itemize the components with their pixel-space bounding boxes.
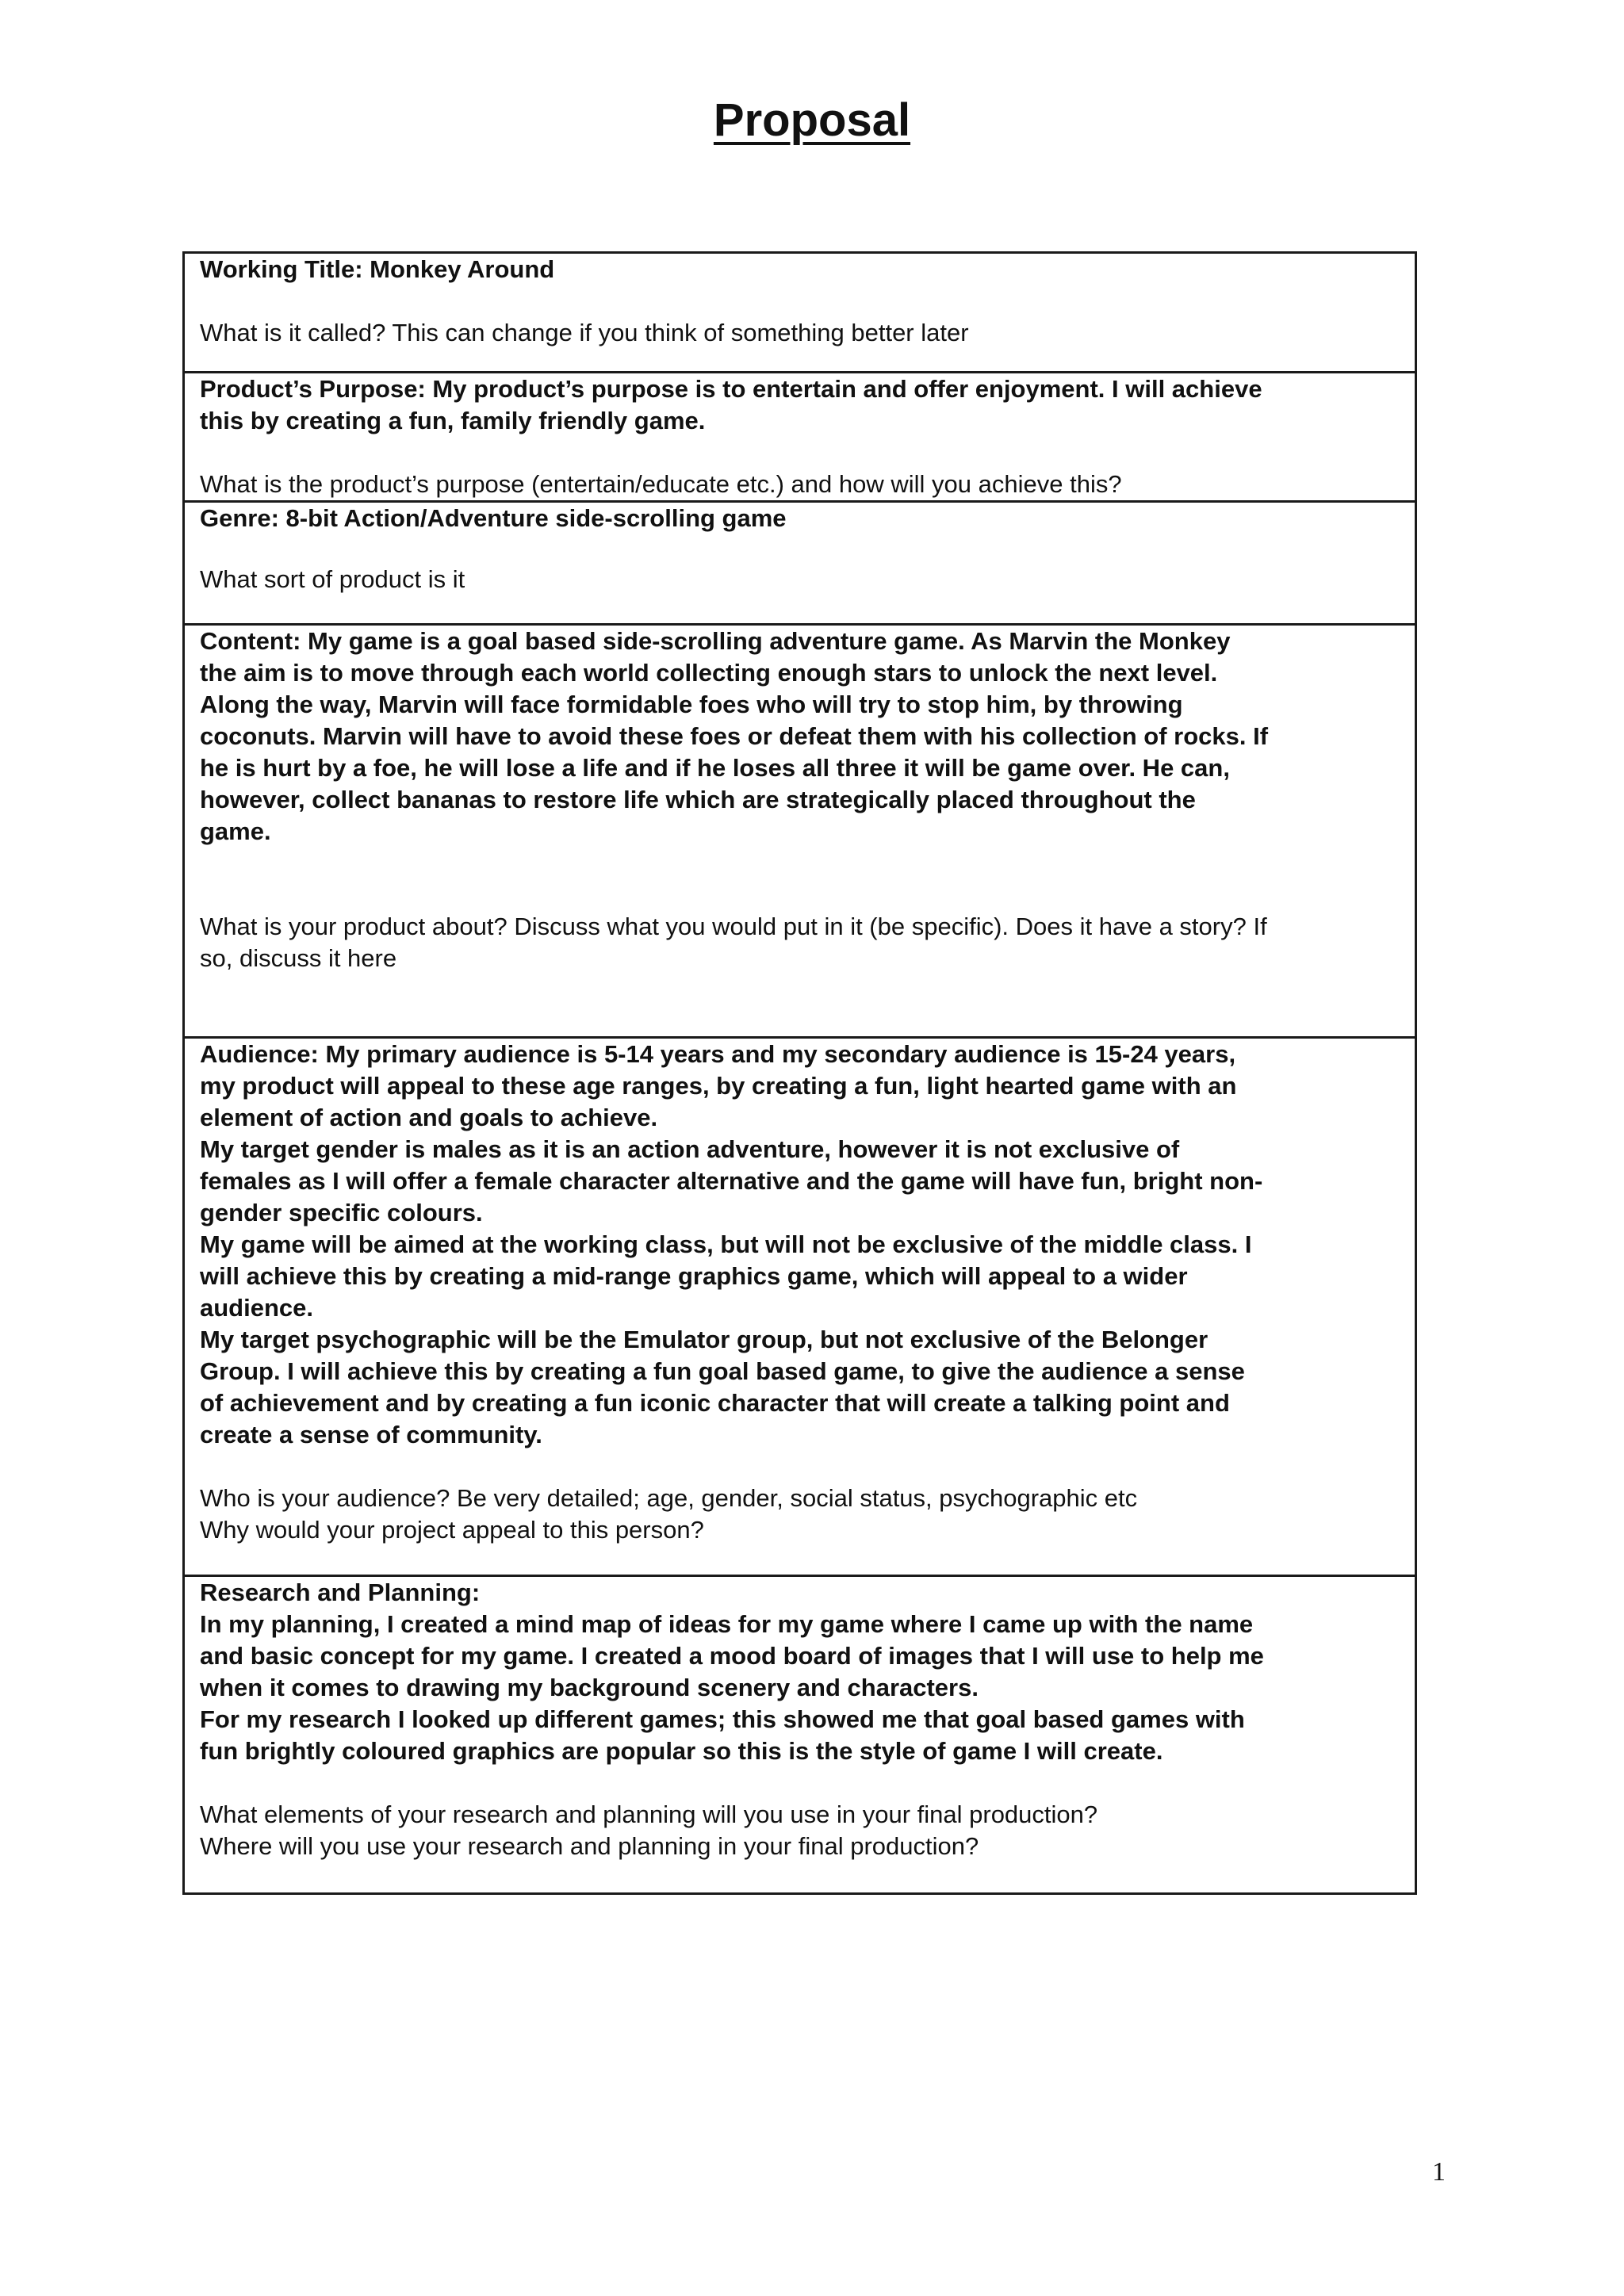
purpose-answer: Product’s Purpose: My product’s purpose is to entertain and offer enjoyment. I will achieve this by creating a fun, family friendly game. xyxy=(200,375,1262,434)
working-title-prompt: What is it called? This can change if you think of something better later xyxy=(200,319,969,346)
purpose-prompt: What is the product’s purpose (entertain/educate etc.) and how will you achieve this? xyxy=(200,470,1122,498)
page-title: Proposal xyxy=(713,94,911,146)
research-answer: Research and Planning: In my planning, I created a mind map of ideas for my game where I came up with the name and basic concept for my game. I created a mood board of images that I will use to help me when it comes to drawing my background scenery and characters. For my research I looked up different games; this showed me that goal based games with fun brightly coloured graphics are popular so this is the style of game I will create. xyxy=(200,1578,1264,1765)
research-prompt: What elements of your research and planning will you use in your final production? Where will you use your research and planning in your final production? xyxy=(200,1800,1098,1860)
audience-section xyxy=(185,1036,1415,1575)
purpose-section xyxy=(185,371,1415,500)
research-section xyxy=(185,1575,1415,1892)
working-title-section xyxy=(185,254,1415,371)
working-title-answer: Working Title: Monkey Around xyxy=(200,255,555,283)
genre-prompt: What sort of product is it xyxy=(200,565,465,593)
genre-answer: Genre: 8-bit Action/Adventure side-scrolling game xyxy=(200,504,787,532)
content-section xyxy=(185,623,1415,1036)
proposal-form-table xyxy=(182,251,1417,1895)
audience-prompt: Who is your audience? Be very detailed; age, gender, social status, psychographic etc Why would your project appeal to this person? xyxy=(200,1484,1138,1544)
content-prompt: What is your product about? Discuss what you would put in it (be specific). Does it have a story? If so, discuss it here xyxy=(200,913,1267,972)
genre-section xyxy=(185,500,1415,623)
page-number: 1 xyxy=(1432,2157,1446,2187)
audience-answer: Audience: My primary audience is 5-14 years and my secondary audience is 15-24 years, my product will appeal to these age ranges, by creating a fun, light hearted game with an element of action and goals to achieve. My target gender is males as it is an action adventure, however it is not exclusive of females as I will offer a female character alternative and the game will have fun, bright non- gender specific colours. My game will be aimed at the working class, but will not be exclusive of the middle class. I will achieve this by creating a mid-range graphics game, which will appeal to a wider audience. My target psychographic will be the Emulator group, but not exclusive of the Belonger Group. I will achieve this by creating a fun goal based game, to give the audience a sense of achievement and by creating a fun iconic character that will create a talking point and create a sense of community. xyxy=(200,1040,1263,1448)
content-answer: Content: My game is a goal based side-scrolling adventure game. As Marvin the Monkey the aim is to move through each world collecting enough stars to unlock the next level. Along the way, Marvin will face formidable foes who will try to stop him, by throwing coconuts. Marvin will have to avoid these foes or defeat them with his collection of rocks. If he is hurt by a foe, he will lose a life and if he loses all three it will be game over. He can, however, collect bananas to restore life which are strategically placed throughout the game. xyxy=(200,627,1269,845)
